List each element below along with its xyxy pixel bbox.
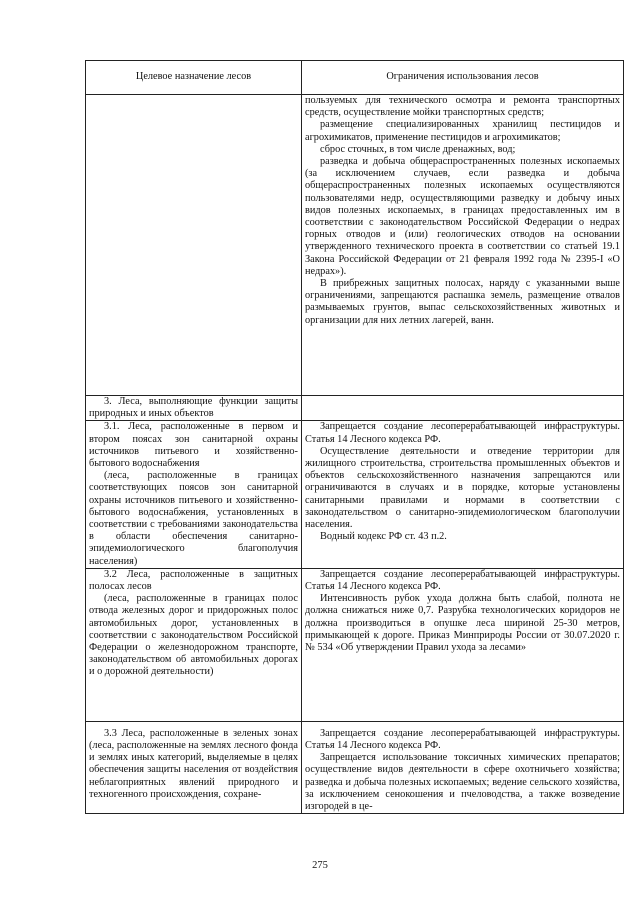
paragraph: Запрещается использование токсичных химических препаратов; осуществление видов деятельности в сфере охотничьего хозяйства; разведка и добыча полезных ископаемых; ведение сельского хозяйства, за исключением сенокошения и пчеловодства, а также возведение изгородей в це- xyxy=(305,752,620,813)
table-row xyxy=(86,568,624,721)
header-forest-purpose: Целевое назначение лесов xyxy=(86,61,302,95)
forest-restrictions-table xyxy=(85,60,624,814)
table-cell-forest-type xyxy=(86,721,302,813)
paragraph: 3.3 Леса, расположенные в зеленых зонах (леса, расположенные на землях лесного фонда и землях иных категорий, выделяемые в целях обеспечения защиты населения от воздействия неблагоприятных явлений природного и техногенного происхождения, сохране- xyxy=(89,727,298,800)
section-title: 3. Леса, выполняющие функции защиты природных и иных объектов xyxy=(86,396,302,421)
paragraph: (леса, расположенные в границах полос отвода железных дорог и придорожных полос автомобильных дорог, установленных в соответствии с законодательством Российской Федерации о железнодорожном транспорте, законодательством об автомобильных дорогах и о дорожной деятельности) xyxy=(89,593,298,678)
table-cell-restrictions xyxy=(302,721,624,813)
paragraph: размещение специализированных хранилищ пестицидов и агрохимикатов, применение пестицидов и агрохимикатов; xyxy=(305,119,620,143)
table-header-row xyxy=(86,61,624,95)
paragraph: пользуемых для технического осмотра и ремонта транспортных средств, осуществление мойки транспортных средств; xyxy=(305,95,620,119)
paragraph: Интенсивность рубок ухода должна быть слабой, полнота не должна снижаться ниже 0,7. Разрубка технологических коридоров не должна производиться в опушке леса шириной 25-30 метров, примыкающей к дороге. Приказ Минприроды России от 30.07.2020 г. № 534 «Об утверждении Правил ухода за лесами» xyxy=(305,593,620,654)
table-row-section-title xyxy=(86,396,624,421)
paragraph: Запрещается создание лесоперерабатывающей инфраструктуры. Статья 14 Лесного кодекса РФ. xyxy=(305,421,620,445)
paragraph: Запрещается создание лесоперерабатывающей инфраструктуры. Статья 14 Лесного кодекса РФ. xyxy=(305,568,620,593)
table-cell-empty xyxy=(86,95,302,396)
table-row xyxy=(86,95,624,396)
paragraph: разведка и добыча общераспространенных полезных ископаемых (за исключением случаев, если разведка и добыча общераспространенных полезных ископаемых осуществляются пользователями недр, осуществляющими разведку и добычу иных видов полезных ископаемых, в границах предоставленных им в соответствии с законодательством Российской Федерации о недрах горных отводов и (или) геологических отводов на основании утвержденного технического проекта в соответствии со статьей 19.1 Закона Российской Федерации от 21 февраля 1992 года № 2395-I «О недрах»). xyxy=(305,156,620,277)
table-cell-empty xyxy=(302,396,624,421)
page-number: 275 xyxy=(312,860,328,871)
table-cell-forest-type xyxy=(86,421,302,568)
paragraph: Запрещается создание лесоперерабатывающей инфраструктуры. Статья 14 Лесного кодекса РФ. xyxy=(305,727,620,752)
table-cell-forest-type xyxy=(86,568,302,721)
paragraph: Водный кодекс РФ ст. 43 п.2. xyxy=(320,531,447,543)
paragraph: В прибрежных защитных полосах, наряду с указанными выше ограничениями, запрещаются распашка земель, размещение отвалов размываемых грунтов, выпас сельскохозяйственных животных и организации для них летних лагерей, ванн. xyxy=(305,278,620,326)
paragraph: сброс сточных, в том числе дренажных, вод; xyxy=(320,143,516,155)
paragraph: 3.2 Леса, расположенные в защитных полосах лесов xyxy=(89,568,298,593)
paragraph: Осуществление деятельности и отведение территории для жилищного строительства, строительства промышленных объектов и объектов сельскохозяйственного назначения запрещаются или ограничиваются в случаях и в порядке, которые установлены санитарными правилами и нормами в соответствии с законодательством о санитарно-эпидемиологическом благополучии населения. xyxy=(305,445,620,531)
table-cell-restrictions xyxy=(302,95,624,396)
paragraph: (леса, расположенные в границах соответствующих поясов зон санитарной охраны источников питьевого и хозяйственно-бытового водоснабжения, установленных в соответствии с требованиями законодательства в области обеспечения санитарно-эпидемиологического благополучия населения) xyxy=(89,470,298,567)
paragraph: 3.1. Леса, расположенные в первом и втором поясах зон санитарной охраны источников питьевого и хозяйственно-бытового водоснабжения xyxy=(89,421,298,470)
table-cell-restrictions xyxy=(302,421,624,568)
table-row xyxy=(86,721,624,813)
table-row xyxy=(86,421,624,568)
header-usage-restrictions: Ограничения использования лесов xyxy=(302,61,624,95)
table-cell-restrictions xyxy=(302,568,624,721)
